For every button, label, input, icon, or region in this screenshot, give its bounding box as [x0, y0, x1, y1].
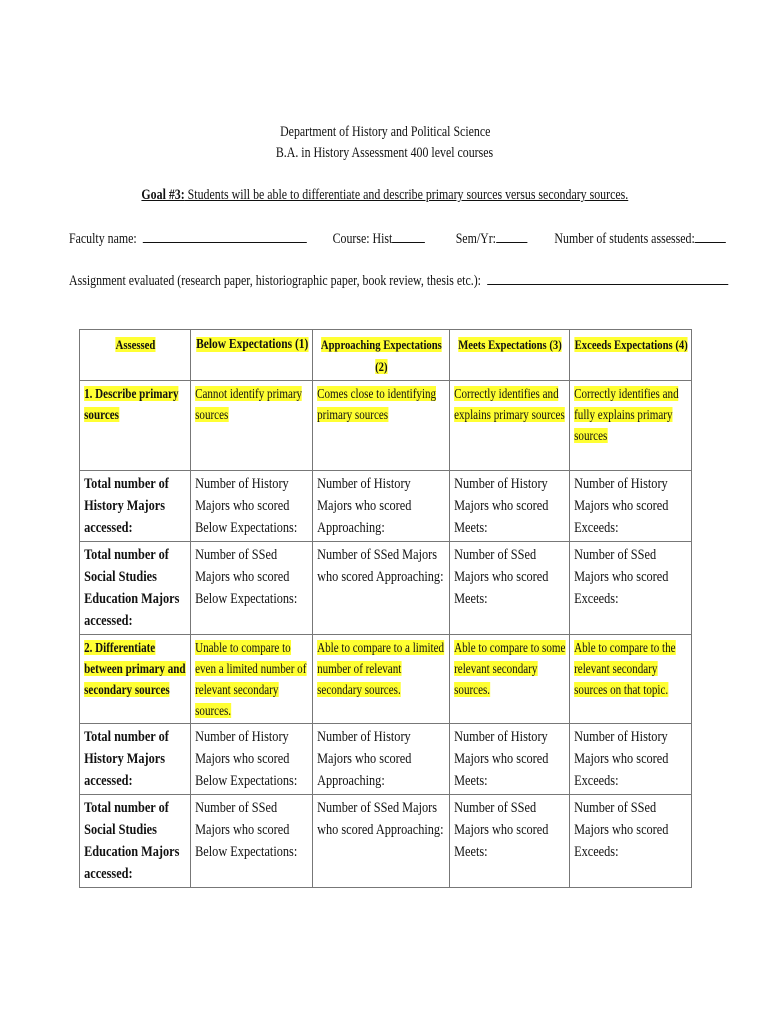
- history-total-cell-2: Total number of History Majors accessed:: [80, 724, 191, 795]
- course-field[interactable]: [392, 230, 425, 243]
- goal1-approaching-cell: Comes close to identifying primary sources: [313, 381, 450, 471]
- goal2-exceeds-cell: Able to compare to the relevant secondary sources on that topic.: [570, 635, 692, 724]
- goal2-label-cell: 2. Differentiate between primary and secondary sources: [80, 635, 191, 724]
- info-fields-row: [69, 230, 726, 248]
- history-exceeds-cell-2[interactable]: Number of History Majors who scored Exceeds:: [570, 724, 692, 795]
- header-meets: Meets Expectations (3): [450, 330, 570, 381]
- faculty-name-field[interactable]: [143, 230, 307, 243]
- department-title-text: Department of History and Political Science: [279, 124, 491, 140]
- goal2-history-row: [80, 724, 692, 795]
- goal2-below-cell: Unable to compare to even a limited number of relevant secondary sources.: [191, 635, 313, 724]
- history-below-cell[interactable]: Number of History Majors who scored Below Expectations:: [191, 471, 313, 542]
- goal1-exceeds-cell: Correctly identifies and fully explains primary sources: [570, 381, 692, 471]
- goal2-ssed-row: [80, 795, 692, 888]
- history-meets-cell[interactable]: Number of History Majors who scored Meets:: [450, 471, 570, 542]
- history-approaching-cell-2[interactable]: Number of History Majors who scored Approaching:: [313, 724, 450, 795]
- header-exceeds: Exceeds Expectations (4): [570, 330, 692, 381]
- assignment-label: Assignment evaluated (research paper, historiographic paper, book review, thesis etc.):: [69, 273, 481, 289]
- history-total-cell: Total number of History Majors accessed:: [80, 471, 191, 542]
- assignment-field[interactable]: [487, 272, 728, 285]
- history-meets-cell-2[interactable]: Number of History Majors who scored Meets:: [450, 724, 570, 795]
- goal1-meets-cell: Correctly identifies and explains primary sources: [450, 381, 570, 471]
- sem-yr-label: Sem/Yr:: [455, 231, 496, 247]
- goal-text: Students will be able to differentiate and describe primary sources versus secondary sources.: [184, 187, 629, 203]
- table-header-row: [80, 330, 692, 381]
- sem-yr-field[interactable]: [496, 230, 527, 243]
- program-title-text: B.A. in History Assessment 400 level courses: [276, 145, 494, 161]
- ssed-meets-cell[interactable]: Number of SSed Majors who scored Meets:: [450, 542, 570, 635]
- ssed-below-cell[interactable]: Number of SSed Majors who scored Below Expectations:: [191, 542, 313, 635]
- course-label: Course: Hist: [332, 231, 393, 247]
- ssed-total-cell: Total number of Social Studies Education Majors accessed:: [80, 542, 191, 635]
- ssed-approaching-cell[interactable]: Number of SSed Majors who scored Approaching:: [313, 542, 450, 635]
- header-approaching: Approaching Expectations (2): [313, 330, 450, 381]
- ssed-below-cell-2[interactable]: Number of SSed Majors who scored Below Expectations:: [191, 795, 313, 888]
- goal2-meets-cell: Able to compare to some relevant secondary sources.: [450, 635, 570, 724]
- history-approaching-cell[interactable]: Number of History Majors who scored Approaching:: [313, 471, 450, 542]
- students-assessed-label: Number of students assessed:: [554, 231, 695, 247]
- goal-label: Goal #3:: [141, 187, 185, 203]
- ssed-exceeds-cell[interactable]: Number of SSed Majors who scored Exceeds:: [570, 542, 692, 635]
- ssed-exceeds-cell-2[interactable]: Number of SSed Majors who scored Exceeds:: [570, 795, 692, 888]
- program-title: [0, 145, 770, 162]
- assignment-row: [69, 272, 728, 290]
- goal1-history-row: [80, 471, 692, 542]
- goal1-label-cell: 1. Describe primary sources: [80, 381, 191, 471]
- ssed-approaching-cell-2[interactable]: Number of SSed Majors who scored Approaching:: [313, 795, 450, 888]
- faculty-name-label: Faculty name:: [69, 231, 137, 247]
- goal-statement: [0, 187, 770, 204]
- department-title: [0, 124, 770, 141]
- goal2-row: [80, 635, 692, 724]
- header-below: Below Expectations (1): [191, 330, 313, 381]
- goal2-approaching-cell: Able to compare to a limited number of relevant secondary sources.: [313, 635, 450, 724]
- goal1-row: [80, 381, 692, 471]
- header-assessed: Assessed: [80, 330, 191, 381]
- goal1-below-cell: Cannot identify primary sources: [191, 381, 313, 471]
- assessment-rubric-table: [79, 329, 692, 888]
- ssed-total-cell-2: Total number of Social Studies Education Majors accessed:: [80, 795, 191, 888]
- history-below-cell-2[interactable]: Number of History Majors who scored Below Expectations:: [191, 724, 313, 795]
- history-exceeds-cell[interactable]: Number of History Majors who scored Exceeds:: [570, 471, 692, 542]
- students-assessed-field[interactable]: [695, 230, 726, 243]
- goal1-ssed-row: [80, 542, 692, 635]
- ssed-meets-cell-2[interactable]: Number of SSed Majors who scored Meets:: [450, 795, 570, 888]
